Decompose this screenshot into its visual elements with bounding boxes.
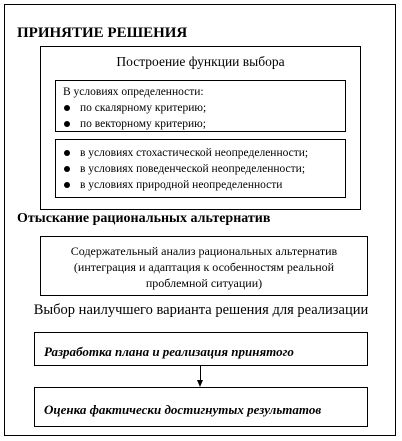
plan-label: Разработка плана и реализация принятого: [44, 344, 294, 359]
bullet-icon: [64, 105, 70, 111]
plan-box: [34, 332, 368, 366]
evaluation-box: [34, 387, 368, 427]
uncertainty-list: [63, 145, 308, 193]
flow-arrow-line: [200, 366, 201, 381]
list-item: в условиях природной неопределенности: [63, 177, 308, 193]
list-item: в условиях поведенческой неопределенности;: [63, 161, 308, 177]
arrow-down-icon: [197, 380, 203, 387]
best-choice-heading: Выбор наилучшего варианта решения для реализации: [33, 302, 369, 318]
list-item: в условиях стохастической неопределенности;: [63, 145, 308, 161]
certainty-box: [55, 80, 346, 132]
list-item: по скалярному критерию;: [63, 100, 206, 116]
rational-line: проблемной ситуации): [145, 276, 263, 290]
bullet-icon: [64, 166, 70, 172]
certainty-lead: В условиях определенности:: [63, 86, 204, 98]
diagram-title: ПРИНЯТИЕ РЕШЕНИЯ: [17, 25, 188, 41]
evaluation-label: Оценка фактически достигнутых результатов: [44, 402, 322, 417]
rational-heading: Отыскание рациональных альтернатив: [17, 211, 271, 226]
bullet-icon: [64, 121, 70, 127]
certainty-list: [63, 100, 206, 132]
list-item: по векторному критерию;: [63, 116, 206, 132]
rational-line: Содержательный анализ рациональных альтернатив: [70, 244, 338, 258]
bullet-icon: [64, 182, 70, 188]
uncertainty-box: [55, 139, 346, 198]
choice-function-heading: Построение функции выбора: [116, 54, 285, 69]
bullet-icon: [64, 150, 70, 156]
rational-line: (интеграция и адаптация к особенностям реальной: [73, 260, 335, 274]
rational-analysis-box: [40, 236, 368, 296]
